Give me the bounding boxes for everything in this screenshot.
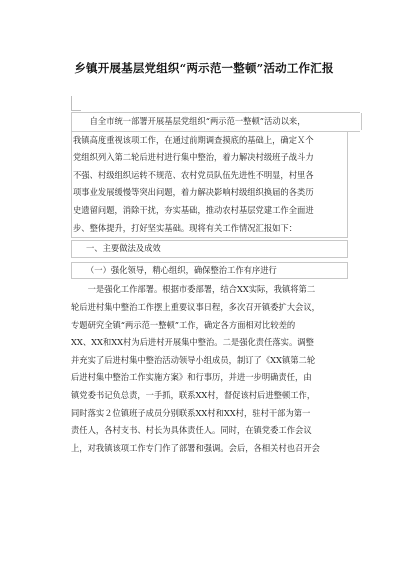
section-heading-box xyxy=(71,240,348,258)
document-title: 乡镇开展基层党组织“两示范一整顿”活动工作汇报 xyxy=(74,61,334,75)
intro-line: 自全市统一部署开展基层党组织“两示范一整顿”活动以来， xyxy=(89,116,306,126)
intro-line: 项事业发展缓慢等突出问题，着力解决影响村级组织换届的各类历 xyxy=(73,187,314,198)
margin-guide-horizontal xyxy=(71,110,81,111)
subsection-heading-box xyxy=(71,262,348,280)
body-line: 轮后进村集中整治工作摆上重要议事日程，多次召开镇委扩大会议， xyxy=(71,301,320,312)
section-heading: 一、主要做法及成效 xyxy=(86,243,161,254)
body-line: 同时落实２位镇班子成员分别联系XX村和XX村，驻村干部为第一 xyxy=(71,407,311,418)
intro-line: 不强、村级组织运转不规范、农村党员队伍先进性不明显，村里各 xyxy=(73,169,314,180)
body-line: 一是强化工作部署。根据市委部署，结合XX实际，我镇将第二 xyxy=(87,284,316,295)
body-line: 专题研究全镇“两示范一整顿”工作，确定各方面相对比较差的 xyxy=(71,319,296,330)
intro-line: 步、整体提升，打好坚实基础。现将有关工作情况汇报如下： xyxy=(73,222,298,233)
body-paragraph xyxy=(71,281,348,457)
body-line: 责任人，各村支书、村长为具体责任人。同时，在镇党委工作会议 xyxy=(71,425,312,436)
intro-paragraph-box xyxy=(71,112,360,132)
intro-line: 党组织列入第二轮后进村进行集中整治，着力解决村级班子战斗力 xyxy=(73,152,314,163)
body-line: 上，对我镇该项工作专门作了部署和强调。会后，各相关村也召开会 xyxy=(71,442,320,453)
body-line: 后进村集中整治工作实施方案》和行事历，并进一步明确责任，由 xyxy=(71,372,312,383)
margin-guide-vertical xyxy=(71,96,72,110)
body-line: XX、XX和XX村为后进村开展集中整治。二是强化责任落实。调整 xyxy=(71,337,314,348)
document-body xyxy=(58,112,360,457)
subsection-heading: （一）强化领导，精心组织，确保整治工作有序进行 xyxy=(86,264,277,275)
body-line: 镇党委书记负总责，一手抓，联系XX村，督促该村后进整顿工作， xyxy=(71,389,316,400)
box-edge xyxy=(361,113,362,130)
intro-line: 史遗留问题，消除干扰，夯实基础，推动农村基层党建工作全面进 xyxy=(73,204,314,215)
body-line: 并充实了后进村集中整治活动领导小组成员，制订了《XX镇第二轮 xyxy=(71,354,316,365)
intro-line: 我镇高度重视该项工作，在通过前期调查摸底的基础上，确定Ｘ个 xyxy=(73,134,314,145)
intro-paragraph-continued xyxy=(71,132,348,239)
